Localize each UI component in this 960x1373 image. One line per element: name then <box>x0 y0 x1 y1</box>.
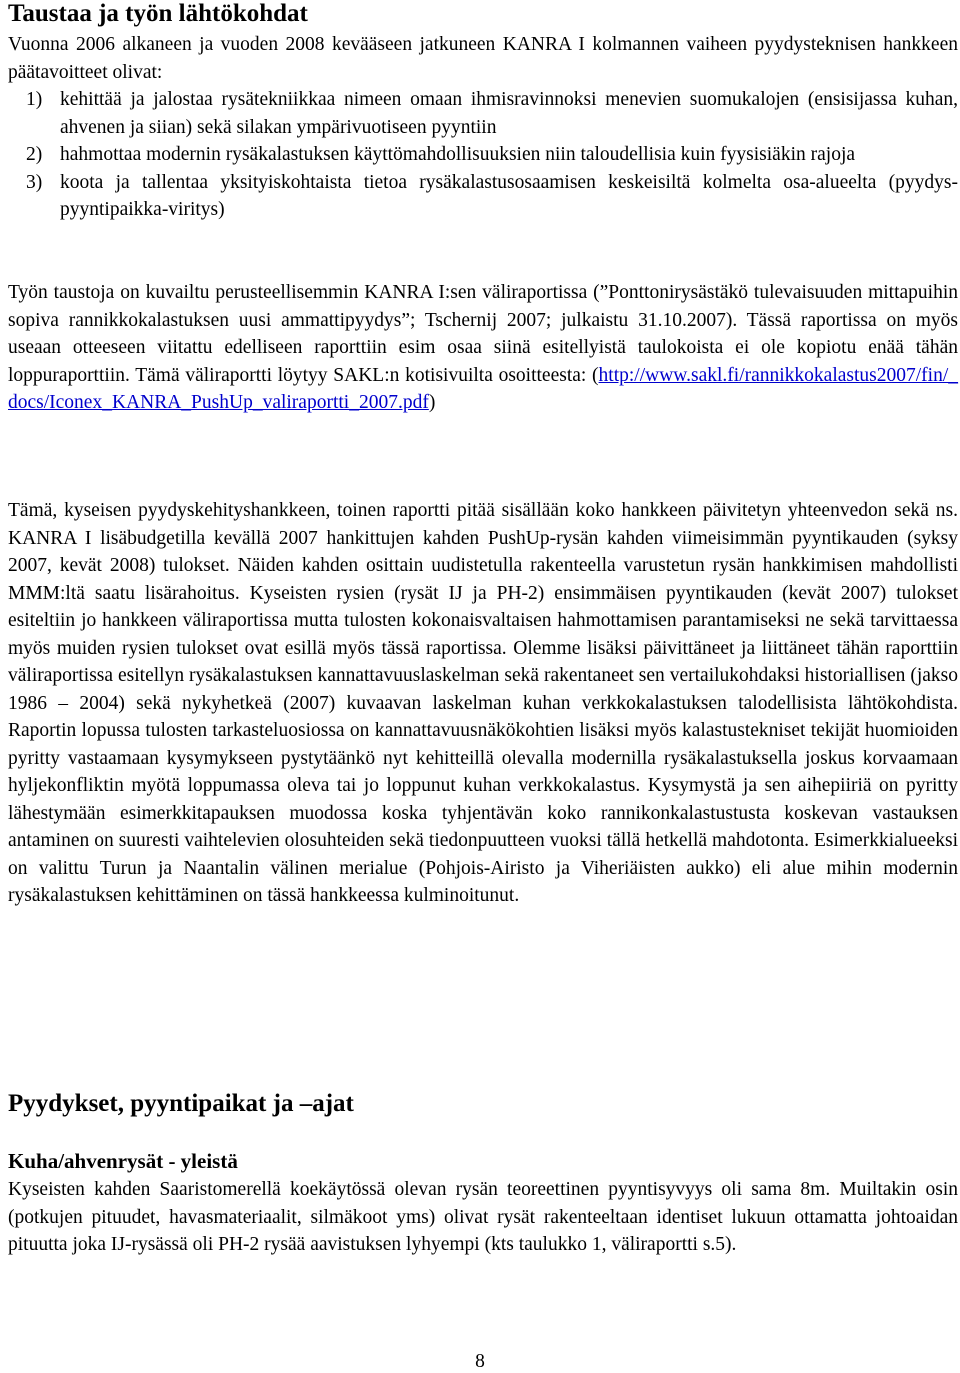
list-item-text: hahmottaa modernin rysäkalastuksen käyttömahdollisuuksien niin taloudellisia kuin fyysisiäkin rajoja <box>60 144 856 165</box>
subsection-heading: Kuha/ahvenrysät - yleistä <box>8 1149 238 1173</box>
section-heading: Taustaa ja työn lähtökohdat <box>8 0 308 27</box>
list-item <box>8 169 958 224</box>
list-number: 3) <box>26 171 43 193</box>
background-paragraph <box>8 279 958 417</box>
list-item-text: koota ja tallentaa yksityiskohtaista tietoa rysäkalastusosaamisen keskeisiltä kolmelta osa-alueelta (pyydys-pyyntipaikka-viritys) <box>60 171 958 220</box>
list-item <box>8 141 958 169</box>
paragraph-text: Työn taustoja on kuvailtu perusteellisemmin KANRA I:sen väliraportissa (”Ponttonirysästäkö tulevaisuuden mittapuihin sopiva rannikkokalastuksen uusi ammattipyydys”; Tschernij 2007; julkaistu 31.10.2007). Tässä raportissa on myös useaan otteeseen viitattu edelliseen raporttiin esim osaa siinä esitellyistä taulokoista ei ole kopiotu enää tähän loppuraporttiin. Tämä väliraportti löytyy SAKL:n kotisivuilta osoitteesta: ( <box>8 282 958 386</box>
goals-list <box>8 86 958 224</box>
list-item-text: kehittää ja jalostaa rysätekniikkaa nimeen omaan ihmisravinnoksi menevien suomukalojen (ensisijassa kuhan, ahvenen ja siian) sekä silakan ympärivuotiseen pyyntiin <box>60 89 958 138</box>
page-number: 8 <box>475 1351 485 1372</box>
traps-paragraph: Kyseisten kahden Saaristomerellä koekäytössä olevan rysän teoreettinen pyyntisyvyys oli sama 8m. Muiltakin osin (potkujen pituudet, havasmateriaalit, silmäkoot yms) olivat rysät rakenteeltaan identiset lukuun ottamatta johtoaidan pituutta joka IJ-rysässä oli PH-2 rysää aavistuksen lyhyempi (kts taulukko 1, väliraportti s.5). <box>8 1179 958 1255</box>
list-item <box>8 86 958 141</box>
summary-paragraph: Tämä, kyseisen pyydyskehityshankkeen, toinen raportti pitää sisällään koko hankkeen päivitetyn yhteenvedon sekä ns. KANRA I lisäbudgetilla kevällä 2007 hankittujen kahden PushUp-rysän kahden viimeisimmän pyyntikauden (syksy 2007, kevät 2008) tulokset. Näiden kahden osittain uudistetulla rakenteella varustetun rysän hankkimisen mahdollisti MMM:ltä saatu lisärahoitus. Kyseisten rysien (rysät IJ ja PH-2) ensimmäisen pyyntikauden (kevät 2007) tulokset esiteltiin jo hankkeen väliraportissa mutta tulosten kokonaisvaltaisen hahmottamisen parantamiseksi ne sekä tarvittaessa myös muiden rysien tulokset ovat esillä myös tässä raportissa. Olemme lisäksi päivittäneet ja liittäneet tähän raporttiin väliraportissa esitellyn rysäkalastuksen kannattavuuslaskelman sekä rakentaneet sen vertailukohdaksi historiallisen (jakso 1986 – 2004) sekä nykyhetkeä (2007) kuvaavan laskelman kuhan verkkokalastuksen talodellisista lähtökohdista. Raportin lopussa tulosten tarkasteluosiossa on kannattavuusnäkökohtien lisäksi myös kalastustekniset tekijät huomioiden pyritty vastaamaan kysymykseen pystytäänkö nyt kehitteillä olevalla modernilla rysäkalastuksella joskus korvaamaan hyljekonfliktin myötä loppumassa oleva tai jo loppunut kuhan verkkokalastus. Kysymystä ja sen aihepiiriä on pyritty lähestymään esimerkkitapauksen muodossa koska tyhjentävän koko rannikonkalastustusta koskevan vastauksen antaminen on suuresti vaihtelevien olosuhteiden sekä tiedonpuutteen vuoksi tällä hetkellä mahdotonta. Esimerkkialueeksi on valittu Turun ja Naantalin välinen merialue (Pohjois-Airisto ja Viheriäisten aukko) eli alue mihin modernin rysäkalastuksen kehittäminen on tässä hankkeessa kulminoitunut. <box>8 500 958 906</box>
paragraph-text: ) <box>428 392 436 413</box>
section-heading-2: Pyydykset, pyyntipaikat ja –ajat <box>8 1090 354 1117</box>
list-number: 1) <box>26 89 43 110</box>
intro-paragraph: Vuonna 2006 alkaneen ja vuoden 2008 kevääseen jatkuneen KANRA I kolmannen vaiheen pyydysteknisen hankkeen päätavoitteet olivat: <box>8 34 958 83</box>
report-link[interactable]: http://www.sakl.fi/rannikkokalastus2007/fin/_docs/Iconex_KANRA_PushUp_valiraportti_2007.pdf <box>8 364 958 413</box>
list-number: 2) <box>26 144 43 165</box>
